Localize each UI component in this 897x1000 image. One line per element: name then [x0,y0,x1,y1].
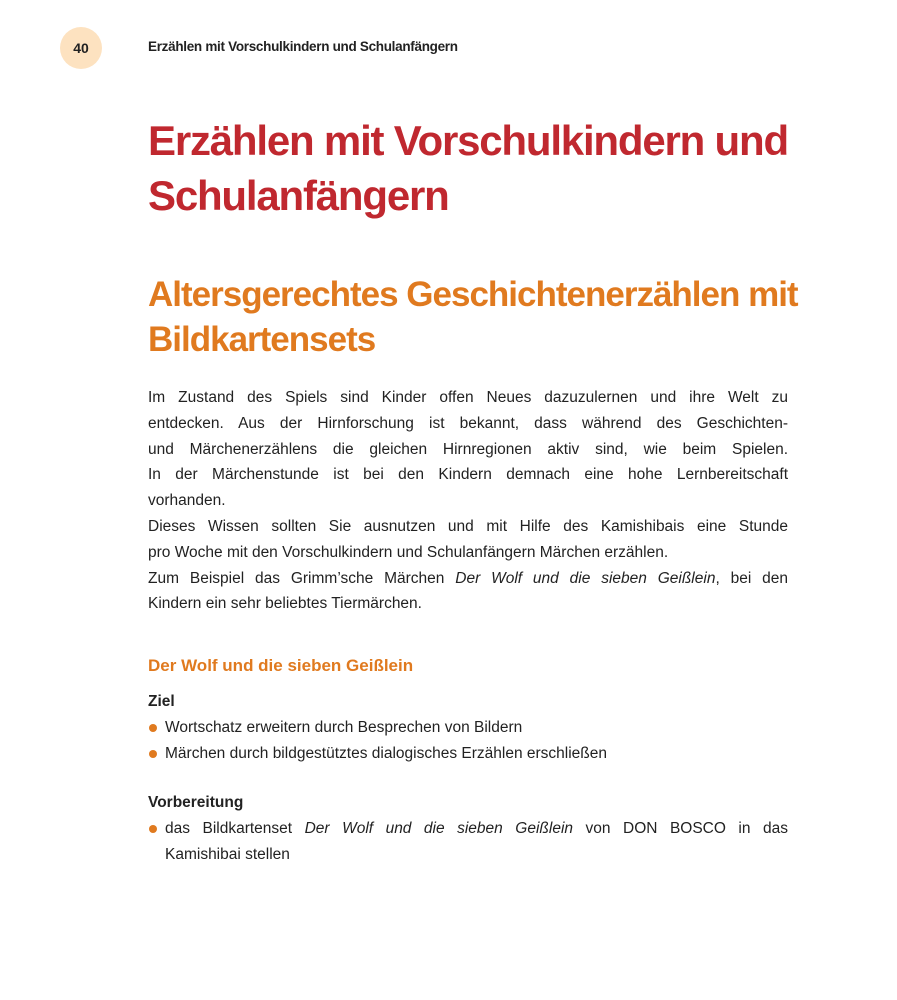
list-item [148,715,788,741]
goal-list [148,715,788,766]
list-item-text: von DON BOSCO in das [573,820,788,837]
body-paragraph [148,385,788,617]
goal-label: Ziel [148,693,175,710]
list-item-text: Märchen durch bildgestütztes dialogisches Erzählen erschließen [165,744,607,762]
chapter-title [148,113,808,223]
chapter-title-line-2: Schulanfängern [148,172,449,219]
body-line [148,566,788,592]
list-item [148,816,788,867]
list-item-text: das Bildkartenset [165,820,305,837]
list-item-text: Wortschatz erweitern durch Besprechen von Bildern [165,719,523,736]
preparation-label: Vorbereitung [148,794,244,811]
section-title [148,272,808,362]
body-line: vorhanden. [148,492,226,510]
section-title-line-2: Bildkartensets [148,320,376,359]
body-text-span: , bei den [715,569,788,587]
body-line: und Märchenerzählens die gleichen Hirnregionen aktiv sind, wie beim Spielen. [148,440,788,458]
body-line: Dieses Wissen sollten Sie ausnutzen und mit Hilfe des Kamishibais eine Stunde [148,517,788,535]
section-title-line-1: Altersgerechtes Geschichtenerzählen mit [148,275,798,314]
subsection-heading: Der Wolf und die sieben Geißlein [148,656,414,675]
chapter-title-line-1: Erzählen mit Vorschulkindern und [148,117,788,164]
body-line: Im Zustand des Spiels sind Kinder offen Neues dazuzulernen und ihre Welt zu [148,389,788,406]
body-line: In der Märchenstunde ist bei den Kindern demnach eine hohe Lernbereitschaft [148,466,788,484]
body-line: pro Woche mit den Vorschulkindern und Schulanfängern Märchen erzählen. [148,543,669,561]
preparation-list [148,816,788,867]
list-item-line [165,816,788,842]
bullet-icon [149,825,157,833]
page-number-badge [60,27,102,69]
list-item-line: Kamishibai stellen [165,845,290,863]
running-header: Erzählen mit Vorschulkindern und Schulanfängern [148,39,458,54]
bullet-icon [149,750,157,758]
bullet-icon [149,724,157,732]
list-item [148,741,788,767]
body-line: entdecken. Aus der Hirnforschung ist bekannt, dass während des Geschichten- [148,414,788,432]
page-number: 40 [73,40,89,56]
book-title-italic: Der Wolf und die sieben Geißlein [304,820,574,837]
book-title-italic: Der Wolf und die sieben Geißlein [455,569,716,587]
body-text-span: Zum Beispiel das Grimm’sche Märchen [148,569,456,587]
body-line: Kindern ein sehr beliebtes Tiermärchen. [148,595,422,613]
